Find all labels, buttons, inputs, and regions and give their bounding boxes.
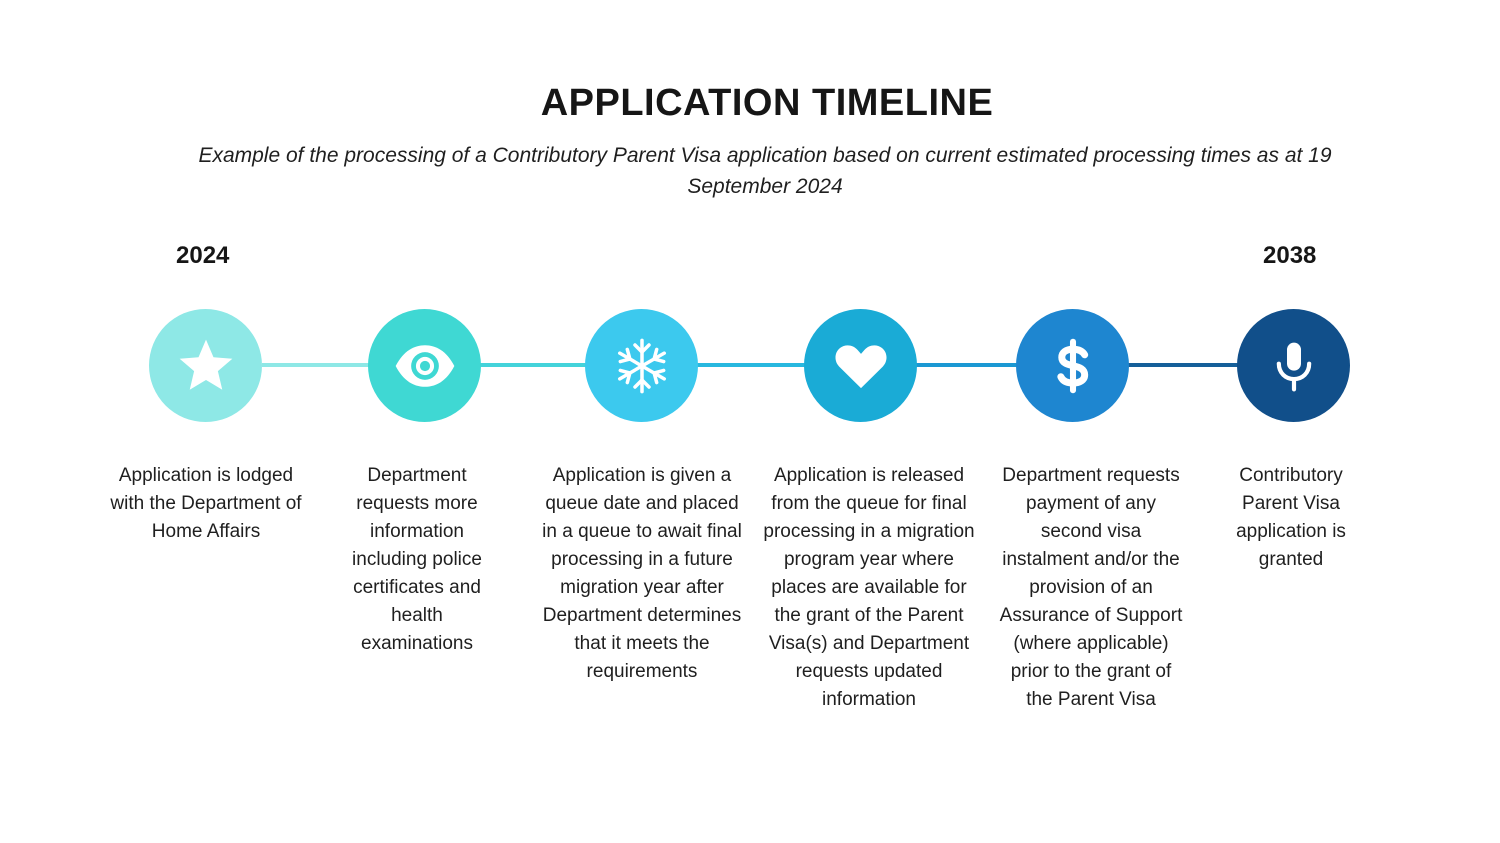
microphone-icon — [1266, 338, 1322, 394]
timeline-node-3 — [585, 309, 698, 422]
step-description-2: Department requests more information including police certificates and health examinations — [352, 465, 482, 654]
timeline-connector — [262, 363, 370, 367]
step-description-4: Application is released from the queue for final processing in a migration program year where places are available for the grant of the Parent Visa(s) and Department requests updated information — [763, 465, 975, 710]
step-description-1: Application is lodged with the Department of Home Affairs — [110, 465, 302, 542]
timeline-connector — [916, 363, 1018, 367]
snowflake-icon — [614, 338, 670, 394]
timeline-connector — [480, 363, 588, 367]
timeline-connector — [1128, 363, 1240, 367]
timeline-node-5 — [1016, 309, 1129, 422]
step-description-5: Department requests payment of any second visa instalment and/or the provision of an Assurance of Support (where applicable) prior to the grant of the Parent Visa — [999, 465, 1183, 710]
step-description-3: Application is given a queue date and placed in a queue to await final processing in a future migration year after Department determines that it meets the requirements — [542, 465, 742, 682]
page-subtitle: Example of the processing of a Contributory Parent Visa application based on current estimated processing times as at 19 September 2024 — [198, 144, 1332, 198]
timeline-connector — [697, 363, 807, 367]
timeline-node-6 — [1237, 309, 1350, 422]
page-title: APPLICATION TIMELINE — [540, 82, 994, 124]
timeline-node-4 — [804, 309, 917, 422]
timeline-node-1 — [149, 309, 262, 422]
star-icon — [175, 335, 237, 397]
end-year: 2038 — [1263, 242, 1317, 269]
timeline-node-2 — [368, 309, 481, 422]
dollar-icon — [1045, 338, 1101, 394]
start-year: 2024 — [176, 242, 230, 269]
step-description-6: Contributory Parent Visa application is granted — [1236, 465, 1346, 570]
eye-icon — [393, 334, 457, 398]
heart-icon — [833, 338, 889, 394]
